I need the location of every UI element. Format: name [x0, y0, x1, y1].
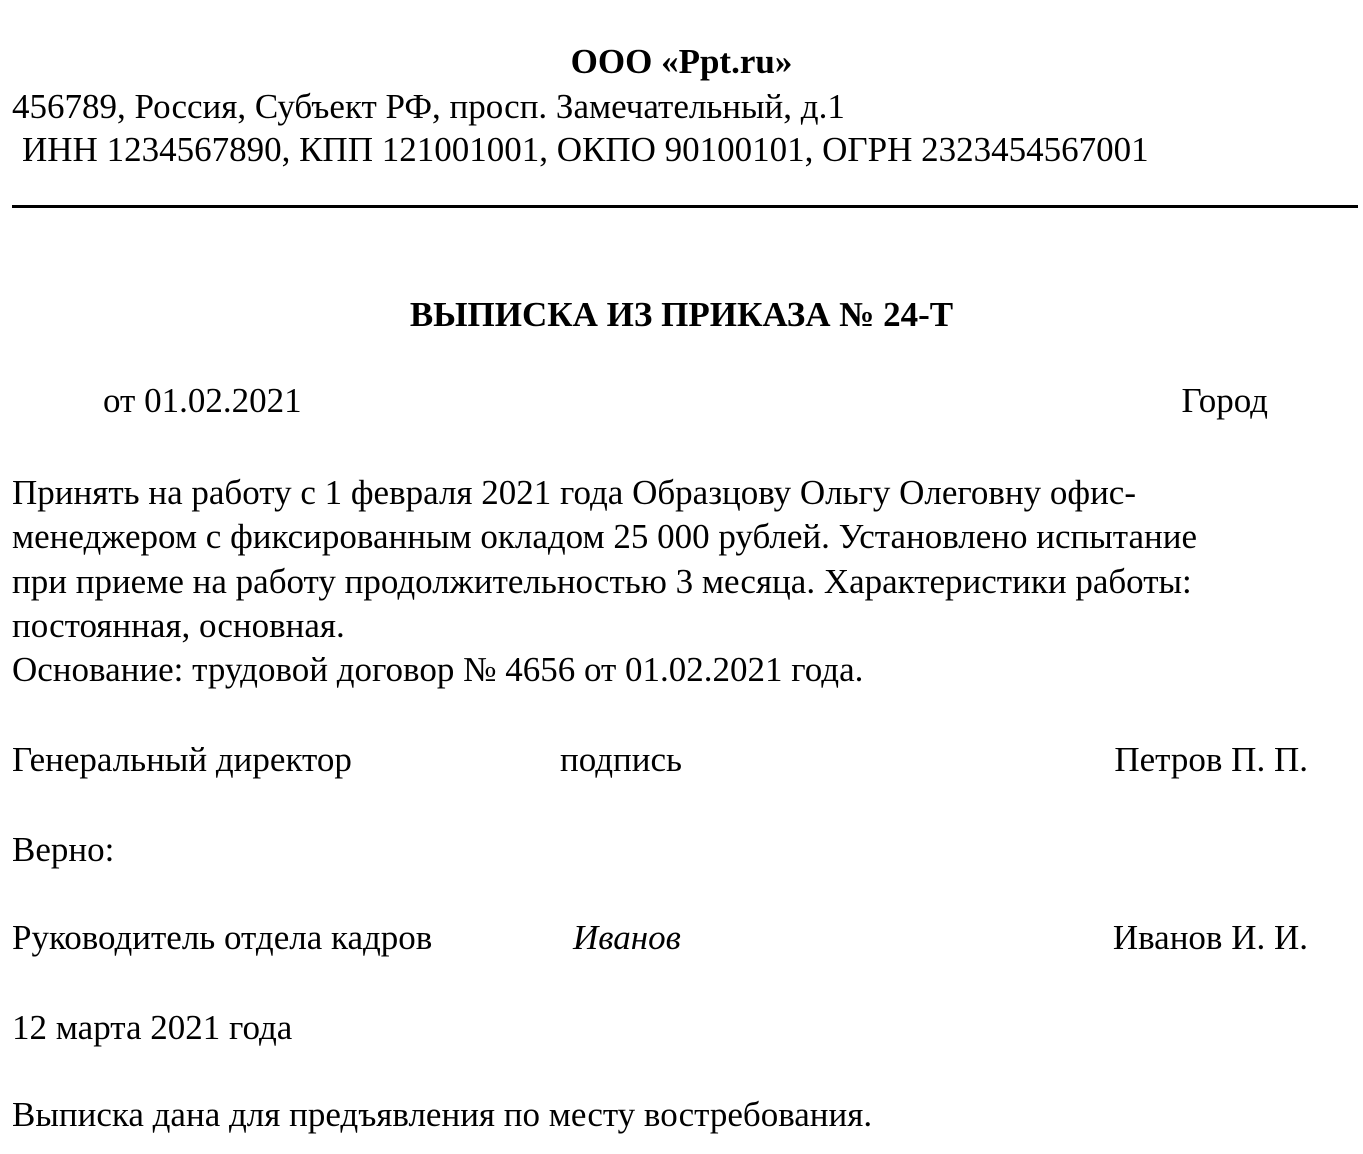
body-line: Основание: трудовой договор № 4656 от 01.02.2021 года.	[12, 650, 864, 689]
body-line: при приеме на работу продолжительностью 3 месяца. Характеристики работы:	[12, 562, 1192, 601]
body-line: Принять на работу с 1 февраля 2021 года Образцову Ольгу Олеговну офис-	[12, 473, 1136, 512]
issue-note: Выписка дана для предъявления по месту востребования.	[12, 1095, 873, 1134]
body-line: постоянная, основная.	[12, 606, 345, 645]
order-date: от 01.02.2021	[103, 381, 302, 420]
hr-head-position: Руководитель отдела кадров	[12, 918, 433, 957]
issue-date: 12 марта 2021 года	[12, 1008, 293, 1047]
header-divider	[12, 205, 1358, 208]
document-title: ВЫПИСКА ИЗ ПРИКАЗА № 24-Т	[409, 295, 954, 334]
order-city: Город	[1181, 381, 1268, 420]
hr-head-name: Иванов И. И.	[1112, 918, 1308, 957]
hr-head-signature: Иванов	[573, 918, 681, 957]
company-requisites: ИНН 1234567890, КПП 121001001, ОКПО 90100101, ОГРН 2323454567001	[22, 130, 1149, 169]
director-position: Генеральный директор	[12, 740, 352, 779]
company-address: 456789, Россия, Субъект РФ, просп. Замечательный, д.1	[12, 87, 845, 126]
verified-label: Верно:	[12, 830, 115, 869]
director-name: Петров П. П.	[1114, 740, 1308, 779]
director-signature: подпись	[560, 740, 682, 779]
company-name: ООО «Ppt.ru»	[570, 42, 793, 81]
body-line: менеджером с фиксированным окладом 25 000 рублей. Установлено испытание	[12, 517, 1198, 556]
